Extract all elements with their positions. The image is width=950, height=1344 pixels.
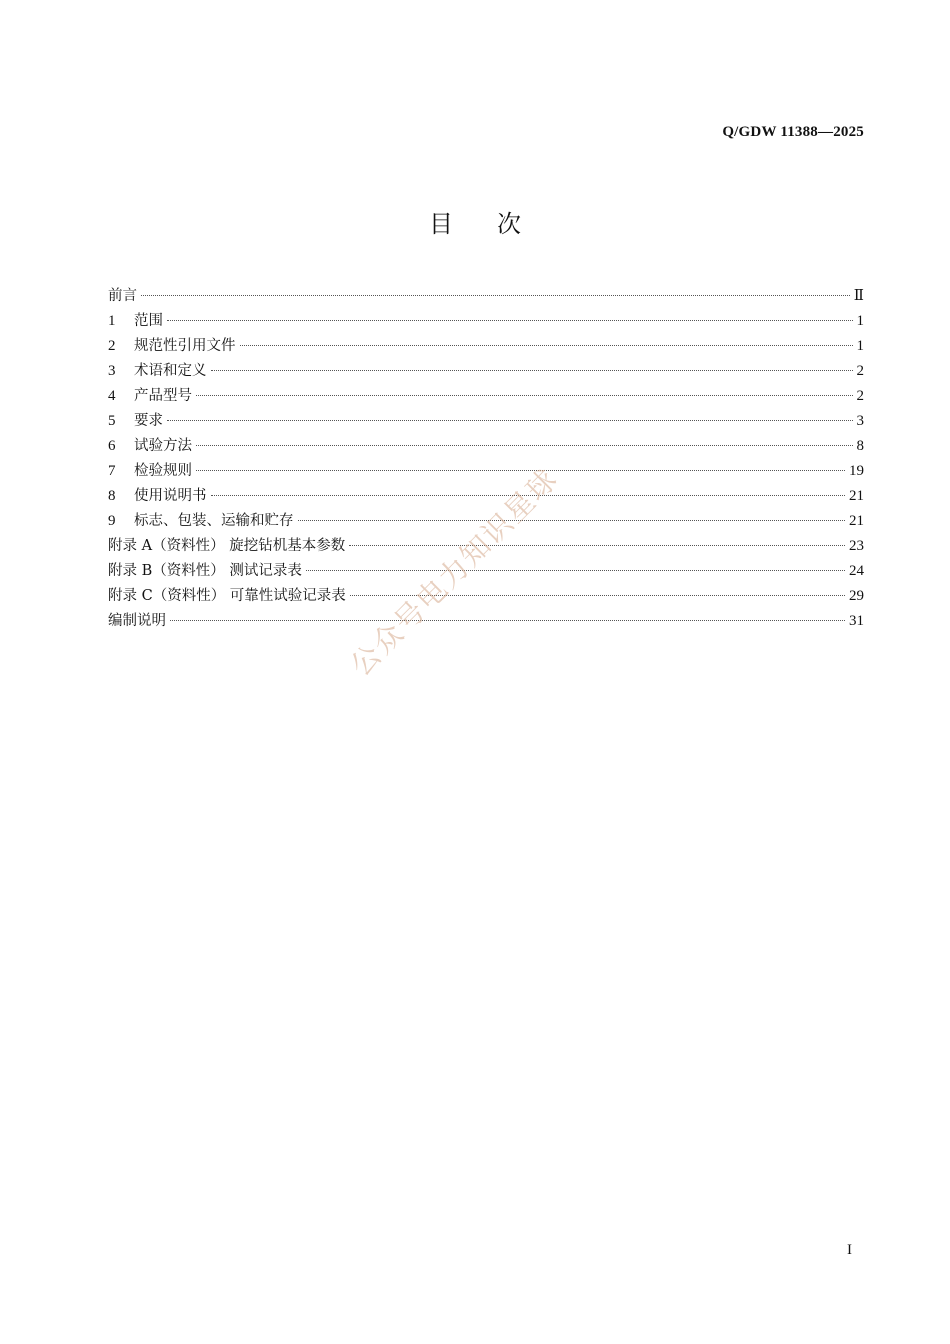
toc-dot-leader	[170, 620, 845, 621]
toc-dot-leader	[167, 320, 853, 321]
toc-entry-label: 术语和定义	[134, 363, 207, 379]
toc-dot-leader	[167, 420, 853, 421]
toc-entry-label: 附录 C（资料性） 可靠性试验记录表	[108, 588, 346, 604]
toc-dot-leader	[306, 570, 845, 571]
toc-dot-leader	[196, 395, 853, 396]
toc-entry-number: 8	[108, 488, 116, 504]
toc-entry-label: 前言	[108, 288, 137, 304]
toc-entry-compilation-notes[interactable]	[108, 609, 864, 634]
toc-entry-label: 要求	[134, 413, 163, 429]
toc-entry-label: 附录 A（资料性） 旋挖钻机基本参数	[108, 538, 346, 554]
toc-entry-label: 附录 B（资料性） 测试记录表	[108, 563, 302, 579]
toc-entry-label: 使用说明书	[134, 488, 207, 504]
toc-entry-label: 规范性引用文件	[134, 338, 236, 354]
toc-entry-8[interactable]	[108, 484, 864, 509]
toc-dot-leader	[196, 445, 853, 446]
toc-entry-page: 21	[849, 513, 864, 529]
toc-dot-leader	[240, 345, 853, 346]
toc-entry-page: 24	[849, 563, 864, 579]
toc-entry-number: 3	[108, 363, 116, 379]
toc-entry-number: 6	[108, 438, 116, 454]
toc-entry-page: 8	[856, 438, 864, 454]
toc-entry-2[interactable]	[108, 334, 864, 359]
toc-entry-appendix-c[interactable]	[108, 584, 864, 609]
toc-entry-1[interactable]	[108, 309, 864, 334]
toc-entry-page: 29	[849, 588, 864, 604]
toc-entry-page: 3	[856, 413, 864, 429]
toc-entry-number: 4	[108, 388, 116, 404]
toc-entry-6[interactable]	[108, 434, 864, 459]
toc-entry-number: 9	[108, 513, 116, 529]
toc-entry-page: 1	[856, 338, 864, 354]
standard-code: Q/GDW 11388—2025	[722, 124, 864, 140]
toc-entry-label: 编制说明	[108, 613, 166, 629]
toc-dot-leader	[298, 520, 846, 521]
toc-entry-foreword[interactable]	[108, 284, 864, 309]
toc-entry-page: 31	[849, 613, 864, 629]
toc-entry-label: 产品型号	[134, 388, 192, 404]
toc-dot-leader	[211, 370, 853, 371]
toc-entry-page: 1	[856, 313, 864, 329]
toc-entry-number: 5	[108, 413, 116, 429]
table-of-contents	[108, 284, 864, 634]
toc-entry-7[interactable]	[108, 459, 864, 484]
toc-entry-number: 1	[108, 313, 116, 329]
toc-entry-5[interactable]	[108, 409, 864, 434]
watermark: 公众号电力知识星球	[343, 461, 565, 683]
toc-entry-page: 19	[849, 463, 864, 479]
toc-entry-number: 2	[108, 338, 116, 354]
toc-entry-page: 2	[856, 388, 864, 404]
toc-entry-page: 21	[849, 488, 864, 504]
toc-entry-4[interactable]	[108, 384, 864, 409]
toc-entry-page: 2	[856, 363, 864, 379]
toc-dot-leader	[196, 470, 845, 471]
toc-dot-leader	[141, 295, 850, 296]
toc-entry-number: 7	[108, 463, 116, 479]
toc-entry-page: Ⅱ	[853, 288, 864, 304]
toc-title: 目次	[429, 210, 565, 238]
toc-dot-leader	[349, 545, 845, 546]
page-number: I	[847, 1242, 852, 1258]
toc-entry-page: 23	[849, 538, 864, 554]
toc-entry-label: 检验规则	[134, 463, 192, 479]
toc-entry-label: 标志、包装、运输和贮存	[134, 513, 294, 529]
toc-entry-3[interactable]	[108, 359, 864, 384]
toc-entry-label: 范围	[134, 313, 163, 329]
toc-entry-label: 试验方法	[134, 438, 192, 454]
